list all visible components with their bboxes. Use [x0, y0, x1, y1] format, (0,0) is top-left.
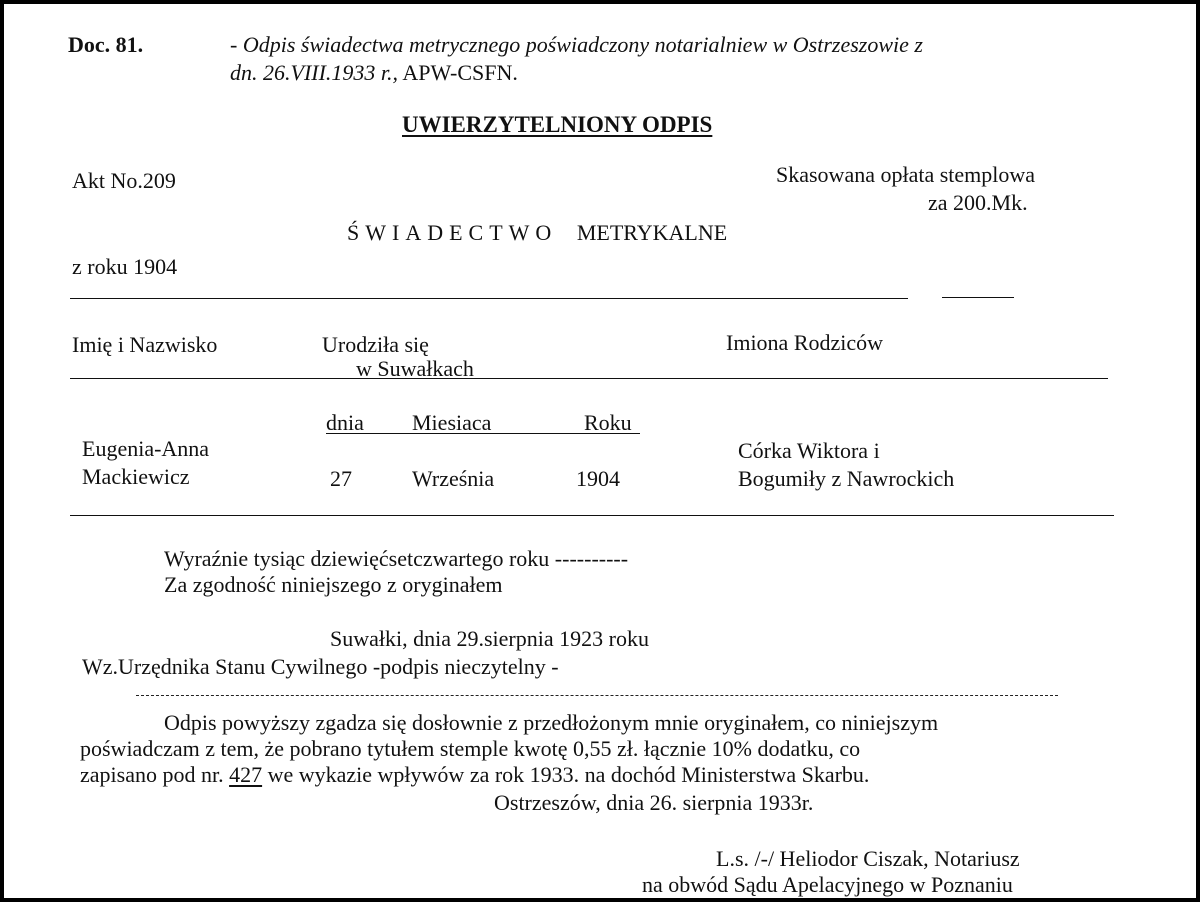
- column-header-birthplace: w Suwałkach: [356, 356, 474, 381]
- notary-jurisdiction: na obwód Sądu Apelacyjnego w Poznaniu: [642, 872, 1013, 897]
- certificate-title-spaced: ŚWIADECTWO: [347, 220, 558, 245]
- year-label: z roku 1904: [72, 254, 178, 279]
- notary-text-line1: Odpis powyższy zgadza się dosłownie z przedłożonym mnie oryginałem, co niniejszym: [164, 710, 939, 735]
- divider-header: [70, 378, 1108, 379]
- dashed-separator: [136, 695, 1058, 696]
- notary-text-line3-end: we wykazie wpływów za rok 1933. na dochód Ministerstwa Skarbu.: [267, 762, 870, 787]
- certificate-title: [347, 220, 727, 246]
- stamp-fee-line2: za 200.Mk.: [928, 190, 1028, 215]
- stamp-fee-line1: Skasowana opłata stemplowa: [776, 162, 1036, 187]
- document-title: UWIERZYTELNIONY ODPIS: [402, 112, 713, 137]
- notary-text-line3: [80, 762, 869, 788]
- person-name-line1: Eugenia-Anna: [82, 436, 210, 461]
- person-name-line2: Mackiewicz: [82, 464, 190, 489]
- notary-text-line3-start: zapisano pod nr.: [80, 762, 224, 787]
- doc-description-archive: APW-CSFN.: [402, 60, 518, 85]
- doc-description-line2: [230, 60, 518, 86]
- divider-top-short: [942, 297, 1014, 298]
- divider-top: [70, 298, 908, 299]
- notary-place-date: Ostrzeszów, dnia 26. sierpnia 1933r.: [494, 790, 814, 815]
- notary-signature: L.s. /-/ Heliodor Ciszak, Notariusz: [716, 846, 1020, 871]
- year-in-words: Wyraźnie tysiąc dziewięćsetczwartego roku ----------: [164, 546, 629, 571]
- parents-line2: Bogumiły z Nawrockich: [738, 466, 955, 491]
- parents-line1: Córka Wiktora i: [738, 438, 880, 463]
- column-header-parents: Imiona Rodziców: [726, 330, 884, 355]
- subheader-year: Roku: [584, 410, 632, 435]
- act-number: Akt No.209: [72, 168, 176, 193]
- birth-month: Września: [412, 466, 495, 491]
- issue-place-date: Suwałki, dnia 29.sierpnia 1923 roku: [330, 626, 649, 651]
- doc-description-date: dn. 26.VIII.1933 r.,: [230, 60, 399, 85]
- doc-description-line1: - Odpis świadectwa metrycznego poświadczony notarialniew w Ostrzeszowie z: [230, 32, 923, 57]
- registry-number: 427: [229, 762, 263, 787]
- subheader-month: Miesiaca: [412, 410, 492, 435]
- certificate-title-rest: METRYKALNE: [576, 220, 728, 245]
- divider-table-bottom: [70, 515, 1114, 516]
- column-header-born: Urodziła się: [322, 332, 429, 357]
- notary-text-line2: poświadczam z tem, że pobrano tytułem stemple kwotę 0,55 zł. łącznie 10% dodatku, co: [80, 736, 861, 761]
- registrar-signature: Wz.Urzędnika Stanu Cywilnego -podpis nieczytelny -: [82, 654, 559, 679]
- birth-year: 1904: [576, 466, 620, 491]
- subheader-day: dnia: [326, 410, 364, 435]
- column-header-name: Imię i Nazwisko: [72, 332, 218, 357]
- birth-day: 27: [330, 466, 352, 491]
- subheader-underline: [326, 433, 640, 434]
- conformity-statement: Za zgodność niniejszego z oryginałem: [164, 572, 503, 597]
- doc-label: Doc. 81.: [68, 32, 144, 57]
